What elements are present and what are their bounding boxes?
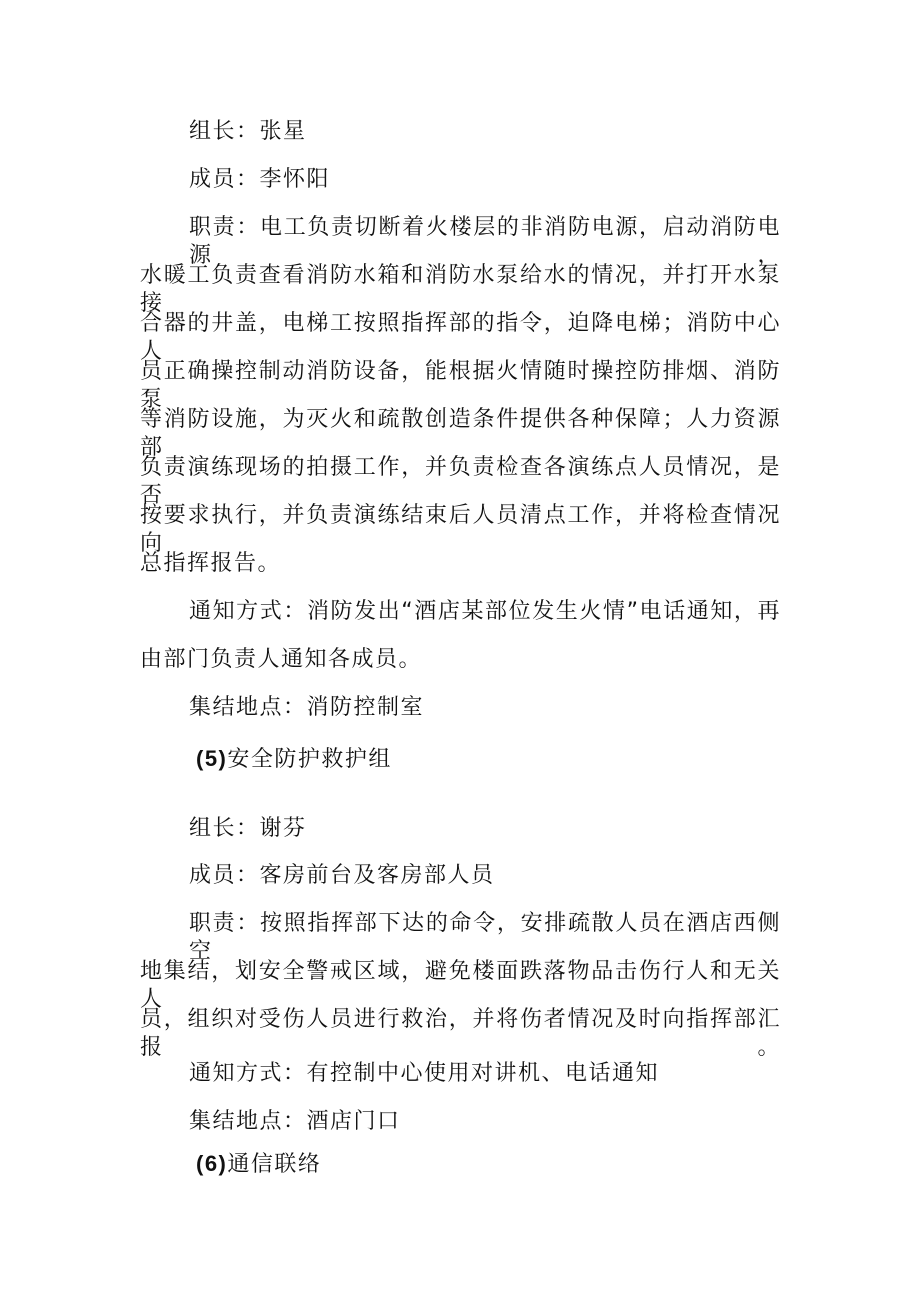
notify-method-line-2: 由部门负责人通知各成员。 — [140, 647, 423, 672]
duties-line-3: 合器的井盖，电梯工按照指挥部的指令，迫降电梯；消防中心人 — [140, 311, 781, 364]
section-5-heading — [196, 745, 392, 774]
duties-line-6: 负责演练现场的拍摄工作，并负责检查各演练点人员情况，是否 — [140, 455, 781, 508]
duties-line-2: 水暖工负责查看消防水箱和消防水泵给水的情况，并打开水泵接 — [140, 263, 781, 316]
section-5-assembly-point-line: 集结地点：酒店门口 — [189, 1109, 401, 1134]
duties-line-8: 总指挥报告。 — [140, 551, 282, 576]
section-6-number: (6) — [196, 1151, 228, 1176]
team-leader-line: 组长：张星 — [189, 119, 307, 144]
section-5-members-line: 成员：客房前台及客房部人员 — [189, 863, 495, 888]
duties-line-4: 员正确操控制动消防设备，能根据火情随时操控防排烟、消防泵 — [140, 359, 781, 412]
notify-method-line-1: 通知方式：消防发出“酒店某部位发生火情”电话通知，再 — [189, 599, 781, 624]
section-6-title: 通信联络 — [227, 1152, 322, 1177]
section-5-number: (5) — [196, 746, 228, 771]
section-5-duties-line-1: 职责：按照指挥部下达的命令，安排疏散人员在酒店西侧空 — [189, 911, 781, 964]
section-5-team-leader-line: 组长：谢芬 — [189, 816, 307, 841]
assembly-point-line: 集结地点：消防控制室 — [189, 695, 425, 720]
duties-line-7: 按要求执行，并负责演练结束后人员清点工作，并将检查情况向 — [140, 503, 781, 556]
duties-line-1: 职责：电工负责切断着火楼层的非消防电源，启动消防电源， — [189, 215, 781, 268]
duties-line-5: 等消防设施，为灭火和疏散创造条件提供各种保障；人力资源部 — [140, 407, 781, 460]
section-5-duties-line-2: 地集结，划安全警戒区域，避免楼面跌落物品击伤行人和无关人 — [140, 959, 781, 1012]
team-members-line: 成员：李怀阳 — [189, 167, 331, 192]
section-6-heading — [196, 1150, 321, 1179]
section-5-notify-method-line: 通知方式：有控制中心使用对讲机、电话通知 — [189, 1061, 660, 1086]
section-5-title: 安全防护救护组 — [227, 747, 392, 772]
section-5-duties-line-3: 员，组织对受伤人员进行救治，并将伤者情况及时向指挥部汇报。 — [140, 1007, 781, 1060]
